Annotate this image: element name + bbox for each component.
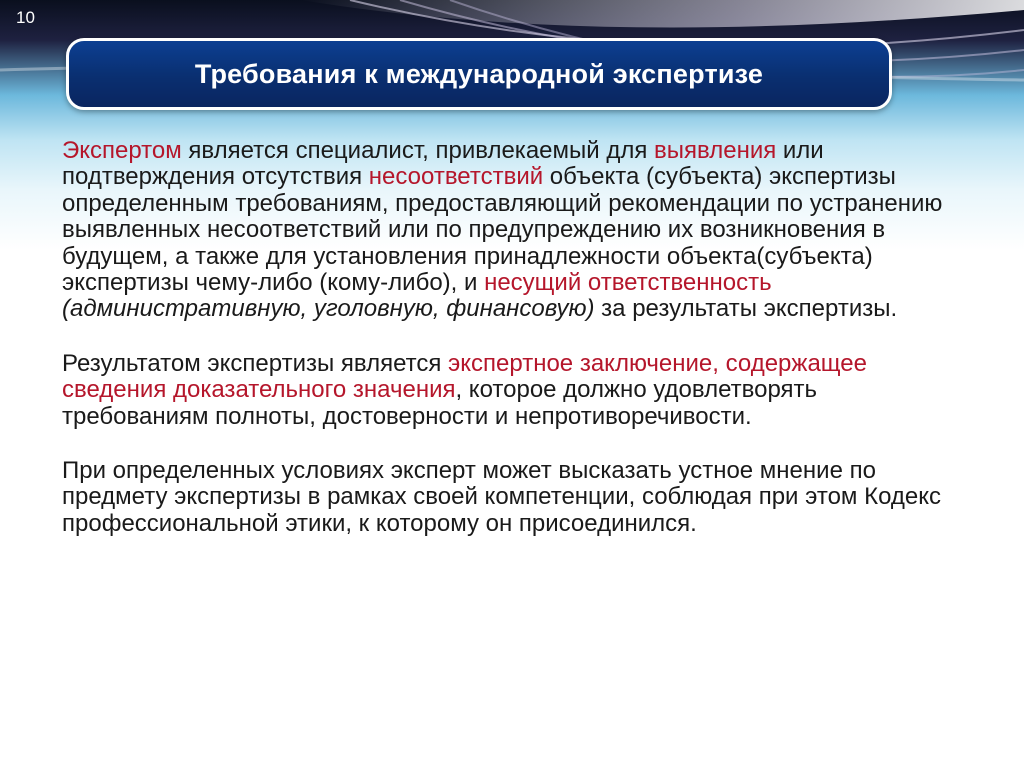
slide-body bbox=[62, 138, 967, 537]
text-segment: за результаты экспертизы. bbox=[594, 295, 898, 323]
text-segment: несоответствий bbox=[368, 163, 544, 191]
text-segment: несущий ответственность bbox=[484, 269, 772, 297]
text-segment: выявления bbox=[654, 137, 777, 164]
paragraph-oral-opinion bbox=[62, 458, 967, 537]
text-segment: (административную, уголовную, финансовую) bbox=[62, 295, 595, 323]
slide-number: 10 bbox=[16, 8, 35, 27]
title-banner bbox=[66, 38, 892, 110]
paragraph-expert-definition bbox=[62, 138, 967, 323]
text-segment: объекта (субъекта) экспертизы определенным требованиям, предоставляющий рекомендации по устранению выявленных несоответствий или по предупреждению их возникновения в будущем, а также для установления принадлежности объекта(субъекта) экспертизы чему-либо (кому-либо), и bbox=[62, 163, 943, 297]
paragraph-expertise-result bbox=[62, 351, 967, 430]
text-segment: Экспертом bbox=[62, 137, 182, 164]
text-segment: , которое должно удовлетворять требованиям полноты, достоверности и непротиворечивости. bbox=[62, 376, 818, 430]
page-title: Требования к международной экспертизе bbox=[194, 58, 764, 89]
text-segment: экспертное заключение, содержащее сведения доказательного значения bbox=[62, 349, 867, 404]
text-segment: или подтверждения отсутствия bbox=[62, 137, 824, 191]
text-segment: Результатом экспертизы является bbox=[62, 349, 449, 377]
text-segment: При определенных условиях эксперт может высказать устное мнение по предмету экспертизы в рамках своей компетенции, соблюдая при этом Кодекс профессиональной этики, к которому он присоединился. bbox=[62, 457, 942, 537]
text-segment: является специалист, привлекаемый для bbox=[181, 137, 655, 164]
